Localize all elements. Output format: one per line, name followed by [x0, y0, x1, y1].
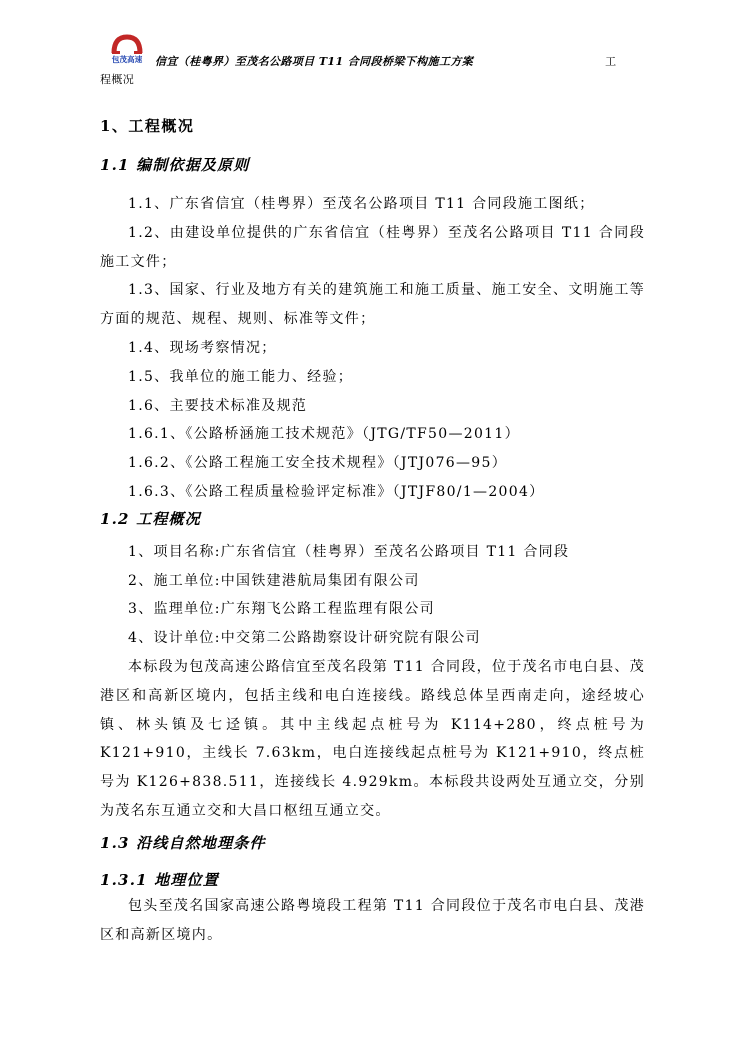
header-line-1 [100, 53, 645, 71]
logo-text: 包茂高速 [111, 54, 143, 64]
section-1-2-paragraph [100, 653, 645, 826]
header-chapter-part1: 工 [605, 55, 617, 68]
list-item: 1.2、由建设单位提供的广东省信宜（桂粤界）至茂名公路项目 T11 合同段施工文件； [100, 224, 645, 270]
header-line-2 [100, 71, 645, 89]
list-item: 4、设计单位:中交第二公路勘察设计研究院有限公司 [128, 630, 481, 647]
section-heading-1-3-1: 1.3.1 地理位置 [100, 870, 219, 889]
brand-logo [105, 31, 149, 67]
header-document-title: 信宜（桂粤界）至茂名公路项目 T11 合同段桥梁下构施工方案 [155, 55, 474, 68]
list-item: 1.5、我单位的施工能力、经验； [128, 368, 354, 385]
list-item: 1.1、广东省信宜（桂粤界）至茂名公路项目 T11 合同段施工图纸； [128, 196, 595, 212]
paragraph: 包头至茂名国家高速公路粤境段工程第 T11 合同段位于茂名市电白县、茂港区和高新区境内。 [100, 897, 645, 943]
list-item: 3、监理单位:广东翔飞公路工程监理有限公司 [128, 601, 435, 618]
header-chapter-part2: 程概况 [100, 73, 135, 86]
list-item: 1、项目名称:广东省信宜（桂粤界）至茂名公路项目 T11 合同段 [128, 543, 570, 560]
chapter-heading: 1、工程概况 [100, 117, 195, 135]
section-1-2-items [100, 538, 645, 653]
list-item: 1.6、主要技术标准及规范 [128, 397, 308, 414]
list-item: 1.6.2、《公路工程施工安全技术规程》（JTJ076—95） [128, 455, 508, 472]
section-heading-1-2: 1.2 工程概况 [100, 509, 201, 528]
bridge-arch-icon [105, 31, 149, 55]
list-item: 1.6.1、《公路桥涵施工技术规范》（JTG/TF50—2011） [128, 426, 520, 443]
paragraph: 本标段为包茂高速公路信宜至茂名段第 T11 合同段，位于茂名市电白县、茂港区和高新区境内，包括主线和电白连接线。路线总体呈西南走向，途经坡心镇、林头镇及七迳镇。其中主线起点桩号为 K114+280，终点桩号为 K121+910，主线长 7.63km，电白连接线起点桩号为 K121+910，终点桩号为 K126+838.511，连接线长 4.929km。本标段共设两处互通立交，分别为茂名东互通立交和大昌口枢纽互通立交。 [100, 658, 645, 819]
list-item: 1.4、现场考察情况； [128, 339, 277, 356]
page-header [100, 53, 645, 89]
section-heading-1-1: 1.1 编制依据及原则 [100, 156, 250, 174]
list-item: 2、施工单位:中国铁建港航局集团有限公司 [128, 572, 420, 589]
list-item: 1.3、国家、行业及地方有关的建筑施工和施工质量、施工安全、文明施工等方面的规范、规程、规则、标准等文件； [100, 282, 645, 328]
section-heading-1-3: 1.3 沿线自然地理条件 [100, 833, 266, 852]
section-1-3-1-paragraph [100, 892, 645, 950]
list-item: 1.6.3、《公路工程质量检验评定标准》（JTJF80/1—2004） [128, 483, 545, 500]
section-1-1-items [100, 190, 645, 507]
